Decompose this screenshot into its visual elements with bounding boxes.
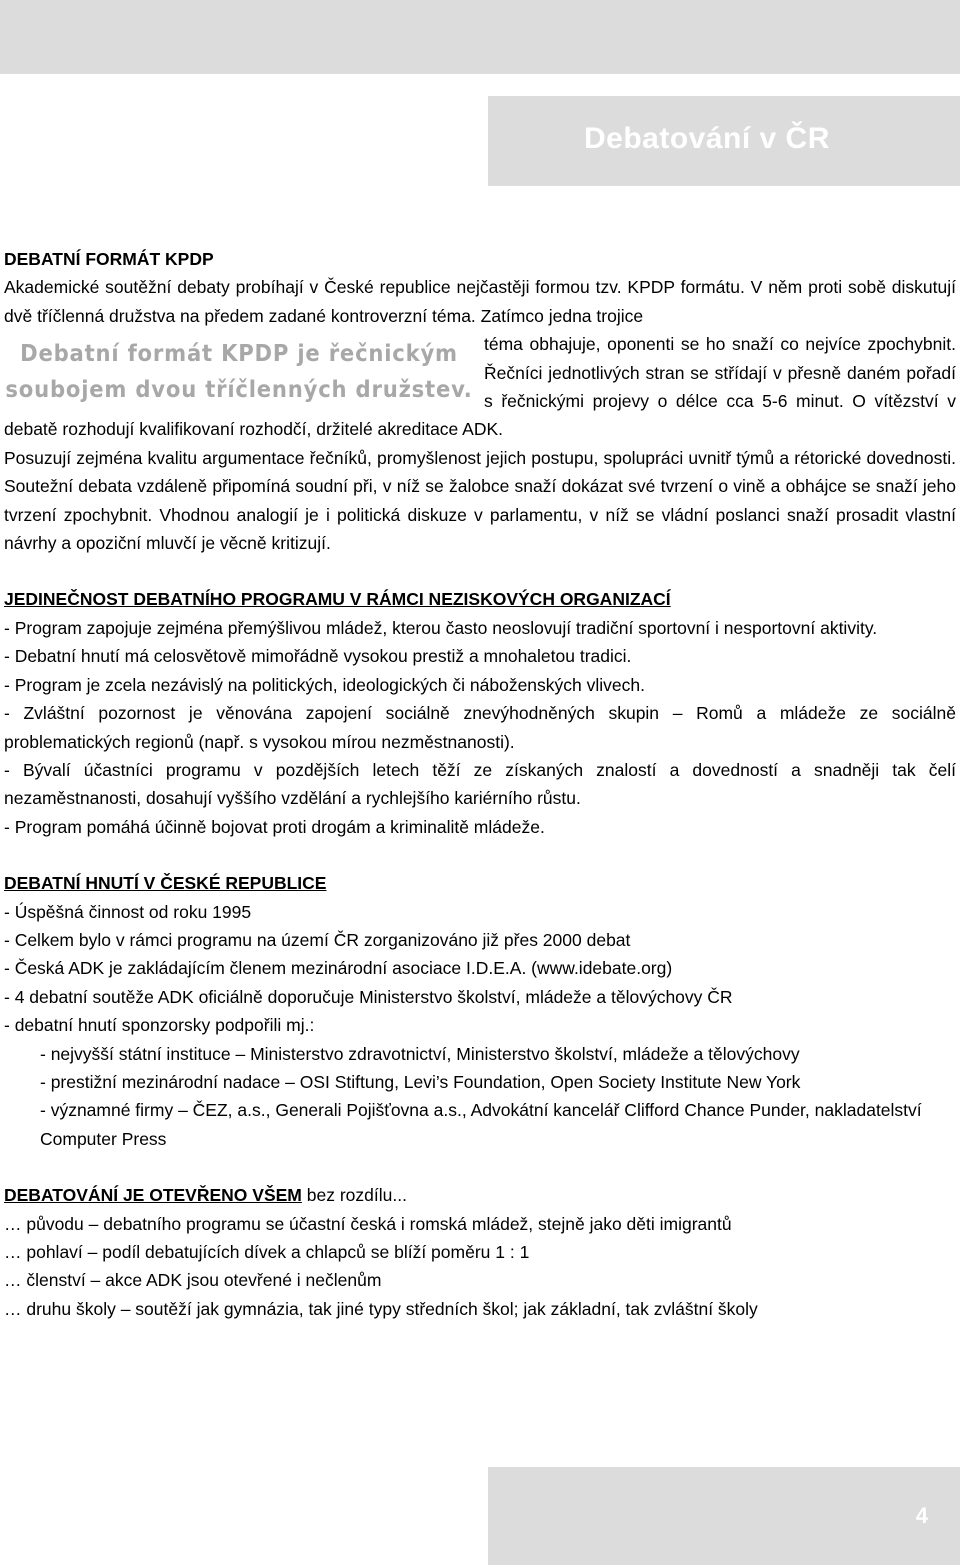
top-header-band: [0, 0, 960, 74]
list-item: - Úspěšná činnost od roku 1995: [4, 901, 252, 922]
pull-quote: Debatní formát KPDP je řečnickým soubojem dvou tříčlenných družstev.: [5, 339, 473, 403]
list-item: - Program je zcela nezávislý na politických, ideologických či náboženských vlivech.: [4, 674, 645, 695]
paragraph-intro: Akademické soutěžní debaty probíhají v České republice nejčastěji formou tzv. KPDP formátu. V něm proti sobě diskutují dvě tříčlenná družstva na předem zadané kontroverzní téma. Zatímco jedna trojice: [4, 277, 956, 326]
list-item: … původu – debatního programu se účastní česká i romská mládež, stejně jako děti imigrantů: [4, 1213, 732, 1234]
sponsor-list: [4, 1040, 956, 1154]
list-item: - Debatní hnutí má celosvětově mimořádně vysokou prestiž a mnohaletou tradici.: [4, 646, 632, 667]
document-body: [4, 245, 956, 1323]
page-title: Debatování v ČR: [584, 122, 830, 155]
sponsor-item: - nejvyšší státní instituce – Ministerstvo zdravotnictví, Ministerstvo školství, mládeže a tělovýchovy: [40, 1043, 800, 1064]
list-item: … druhu školy – soutěží jak gymnázia, tak jiné typy středních škol; jak základní, tak zvláštní školy: [4, 1298, 758, 1319]
list-item: - debatní hnutí sponzorsky podpořili mj.:: [4, 1015, 315, 1036]
list-item: - Celkem bylo v rámci programu na území ČR zorganizováno již přes 2000 debat: [4, 929, 631, 950]
page-number: 4: [915, 1503, 928, 1528]
sponsor-item: - významné firmy – ČEZ, a.s., Generali Pojišťovna a.s., Advokátní kancelář Clifford Chance Punder, nakladatelství Computer Press: [40, 1100, 922, 1149]
list-item: … pohlaví – podíl debatujících dívek a chlapců se blíží poměru 1 : 1: [4, 1242, 530, 1262]
list-item: - Program zapojuje zejména přemýšlivou mládež, kterou často neoslovují tradiční sportovní i nesportovní aktivity.: [4, 617, 878, 638]
section-heading-uniqueness: JEDINEČNOST DEBATNÍHO PROGRAMU V RÁMCI NEZISKOVÝCH ORGANIZACÍ: [4, 589, 671, 610]
title-banner: [488, 96, 960, 186]
list-item: - Česká ADK je zakládajícím členem mezinárodní asociace I.D.E.A. (www.idebate.org): [4, 958, 673, 979]
list-item: - Program pomáhá účinně bojovat proti drogám a kriminalitě mládeže.: [4, 816, 545, 837]
sponsor-item: - prestižní mezinárodní nadace – OSI Stiftung, Levi’s Foundation, Open Society Institute New York: [40, 1071, 801, 1092]
open-heading-bold: DEBATOVÁNÍ JE OTEVŘENO VŠEM: [4, 1185, 302, 1206]
paragraph-format-detail: téma obhajuje, oponenti se ho snaží co nejvíce zpochybnit. Řečníci jednotlivých stran se střídají v přesně daném pořadí s řečnickými projevy o délce cca 5-6 minut. O vítězství v debatě rozhodují kvalifikovaní rozhodčí, držitelé akreditace ADK.: [4, 334, 956, 440]
list-item: - Zvláštní pozornost je věnována zapojení sociálně znevýhodněných skupin – Romů a mládeže ze sociálně problematických regionů (např. s vysokou mírou nezměstnanosti).: [4, 703, 956, 752]
section-heading-format: DEBATNÍ FORMÁT KPDP: [4, 249, 214, 269]
paragraph-judging: Posuzují zejména kvalitu argumentace řečníků, promyšlenost jejich postupu, spolupráci uvnitř týmů a rétorické dovednosti. Soutežní debata vzdáleně připomíná soudní při, v níž se žalobce snaží dokázat své tvrzení o vině a obhájce se snaží jeho tvrzení zpochybnit. Vhodnou analogií je i politická diskuze v parlamentu, v níž se vládní poslanci snaží prosadit vlastní návrhy a opoziční mluvčí je věcně kritizují.: [4, 447, 956, 554]
list-item: … členství – akce ADK jsou otevřené i nečlenům: [4, 1270, 382, 1291]
open-heading-suffix: bez rozdílu...: [301, 1185, 407, 1206]
list-item: - Bývalí účastníci programu v pozdějších letech těží ze získaných znalostí a dovedností a snadněji tak čelí nezaměstnanosti, dosahují vyššího vzdělání a rychlejšího kariérního růstu.: [4, 759, 956, 809]
list-item: - 4 debatní soutěže ADK oficiálně doporučuje Ministerstvo školství, mládeže a tělovýchovy ČR: [4, 986, 733, 1007]
section-heading-open: [4, 1181, 956, 1209]
footer-band: [488, 1467, 960, 1565]
section-heading-movement: DEBATNÍ HNUTÍ V ČESKÉ REPUBLICE: [4, 873, 327, 894]
